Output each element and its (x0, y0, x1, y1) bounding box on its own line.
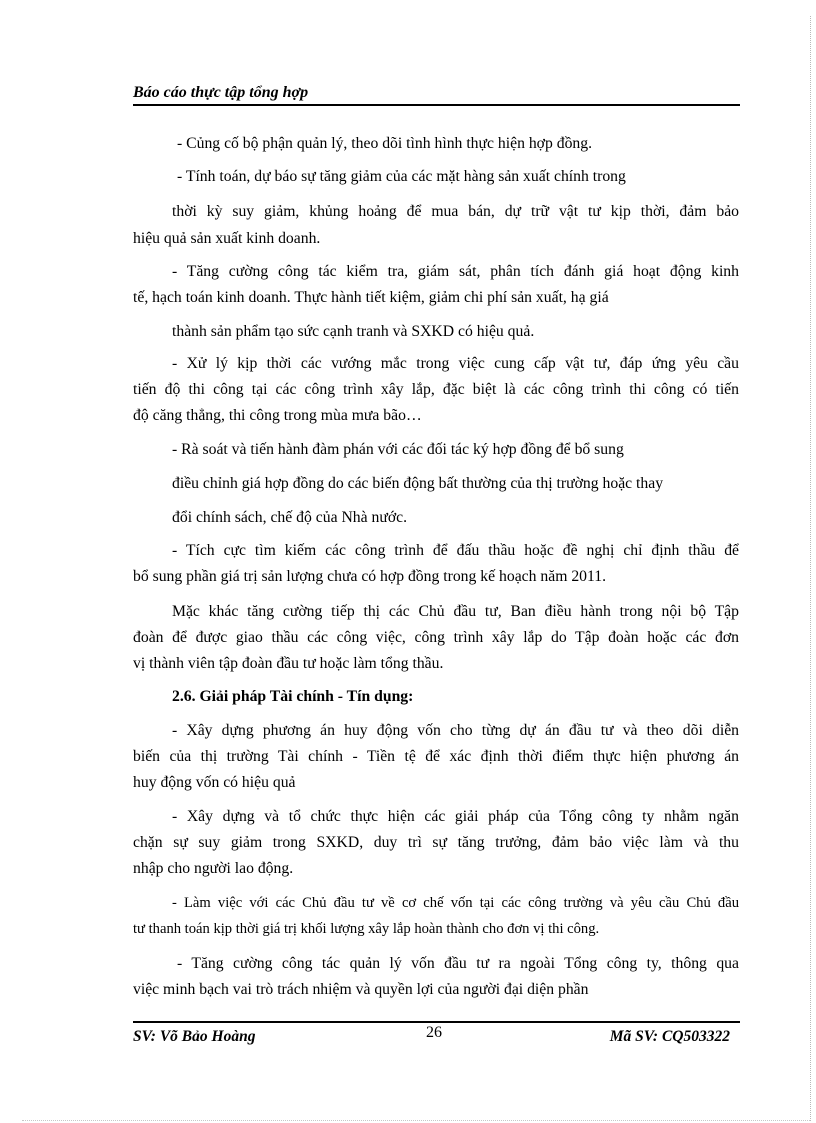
body-line: - Xử lý kịp thời các vướng mắc trong việc cung cấp vật tư, đáp ứng yêu cầu (172, 355, 739, 372)
body-line: điều chỉnh giá hợp đồng do các biến động bất thường của thị trường hoặc thay (172, 475, 664, 492)
body-line: thời kỳ suy giảm, khủng hoảng để mua bán, dự trữ vật tư kịp thời, đảm bảo (172, 203, 739, 220)
body-line: - Củng cố bộ phận quản lý, theo dõi tình hình thực hiện hợp đồng. (177, 135, 593, 152)
body-line: tế, hạch toán kinh doanh. Thực hành tiết kiệm, giảm chi phí sản xuất, hạ giá (133, 289, 609, 306)
body-line: - Tăng cường công tác quản lý vốn đầu tư ra ngoài Tổng công ty, thông qua (177, 955, 739, 972)
body-line: độ căng thẳng, thi công trong mùa mưa bão… (133, 407, 422, 424)
page-border-bottom (22, 1120, 810, 1121)
body-line: Mặc khác tăng cường tiếp thị các Chủ đầu tư, Ban điều hành trong nội bộ Tập (172, 603, 739, 620)
footer-student-code: Mã SV: CQ503322 (609, 1028, 730, 1045)
body-line: hiệu quả sản xuất kinh doanh. (133, 230, 321, 247)
body-line: - Rà soát và tiến hành đàm phán với các đối tác ký hợp đồng để bổ sung (172, 441, 624, 458)
body-line: - Xây dựng và tổ chức thực hiện các giải pháp của Tổng công ty nhằm ngăn (172, 808, 739, 825)
body-line: chặn sự suy giảm trong SXKD, duy trì sự tăng trưởng, đảm bảo việc làm và thu (133, 834, 739, 851)
footer-rule (133, 1021, 740, 1023)
body-line: nhập cho người lao động. (133, 860, 294, 877)
page-border-right (810, 16, 811, 1121)
body-line: huy động vốn có hiệu quả (133, 774, 296, 791)
header-rule (133, 104, 740, 106)
body-line: tiến độ thi công tại các công trình xây lắp, đặc biệt là các công trình thi công có tiến (133, 381, 739, 398)
body-line: - Tích cực tìm kiếm các công trình để đấu thầu hoặc đề nghị chỉ định thầu để (172, 542, 739, 559)
body-line: vị thành viên tập đoàn đầu tư hoặc làm tổng thầu. (133, 655, 444, 672)
body-line: - Tăng cường công tác kiểm tra, giám sát, phân tích đánh giá hoạt động kinh (172, 263, 739, 280)
body-line: đoàn để được giao thầu các công việc, công trình xây lắp do Tập đoàn hoặc các đơn (133, 629, 739, 646)
page-number: 26 (426, 1024, 442, 1041)
body-line: - Làm việc với các Chủ đầu tư về cơ chế vốn tại các công trường và yêu cầu Chủ đầu (172, 895, 739, 911)
body-line: thành sản phẩm tạo sức cạnh tranh và SXKD có hiệu quả. (172, 323, 535, 340)
body-line: biến của thị trường Tài chính - Tiền tệ để xác định thời điểm thực hiện phương án (133, 748, 739, 765)
body-line: việc minh bạch vai trò trách nhiệm và quyền lợi của người đại diện phần (133, 981, 589, 998)
body-line: tư thanh toán kịp thời giá trị khối lượng xây lắp hoàn thành cho đơn vị thi công. (133, 921, 600, 937)
body-line: - Xây dựng phương án huy động vốn cho từng dự án đầu tư và theo dõi diễn (172, 722, 739, 739)
body-line: bổ sung phần giá trị sản lượng chưa có hợp đồng trong kế hoạch năm 2011. (133, 568, 607, 585)
body-line: đổi chính sách, chế độ của Nhà nước. (172, 509, 408, 526)
header-title: Báo cáo thực tập tổng hợp (133, 84, 309, 101)
section-heading: 2.6. Giải pháp Tài chính - Tín dụng: (172, 688, 414, 705)
footer-student-name: SV: Võ Bảo Hoàng (133, 1028, 256, 1045)
body-line: - Tính toán, dự báo sự tăng giảm của các mặt hàng sản xuất chính trong (177, 168, 626, 185)
